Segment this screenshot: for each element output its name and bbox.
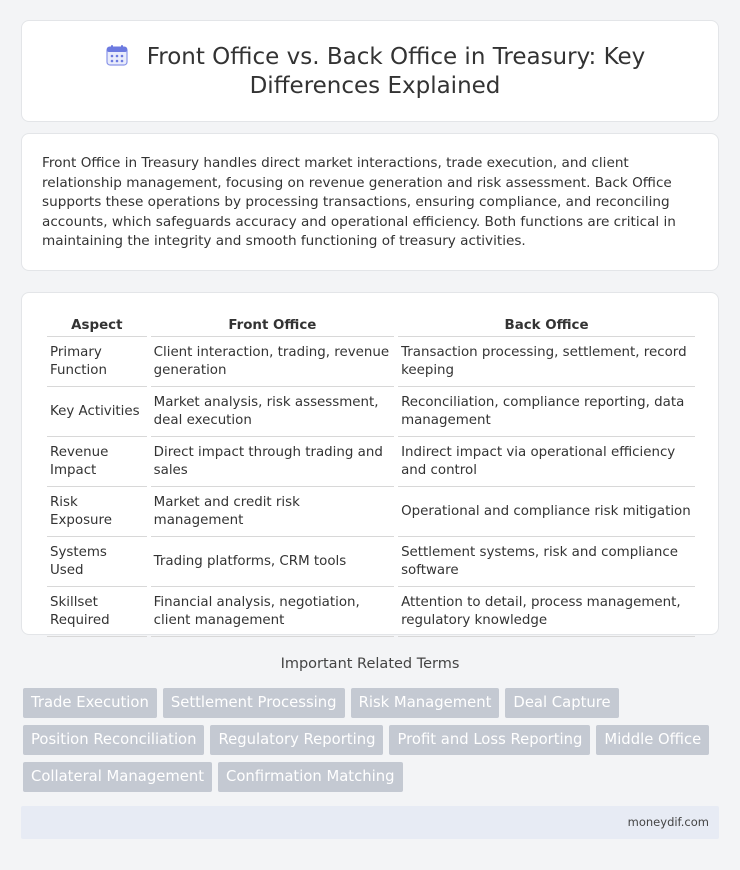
page-title-wrap	[52, 43, 698, 101]
intro-card	[21, 133, 719, 271]
row-aspect: Skillset Required	[47, 587, 147, 637]
intro-paragraph: Front Office in Treasury handles direct market interactions, trade execution, and client relationship management, focusing on revenue generation and risk assessment. Back Office supports these operations by processing transactions, ensuring compliance, and reconciling accounts, which safeguards accuracy and operational efficiency. Both functions are critical in maintaining the integrity and smooth functioning of treasury activities.	[42, 155, 676, 250]
row-front-office: Direct impact through trading and sales	[151, 437, 394, 487]
table-row	[47, 487, 695, 537]
calendar-icon	[105, 43, 129, 67]
row-aspect: Key Activities	[47, 387, 147, 437]
title-card	[21, 20, 719, 122]
row-front-office: Financial analysis, negotiation, client management	[151, 587, 394, 637]
row-aspect: Revenue Impact	[47, 437, 147, 487]
header-aspect: Aspect	[47, 315, 147, 337]
tag-collateral-management[interactable]: Collateral Management	[23, 762, 212, 792]
table-row	[47, 337, 695, 387]
header-front-office: Front Office	[151, 315, 394, 337]
row-front-office: Market analysis, risk assessment, deal execution	[151, 387, 394, 437]
tag-profit-and-loss-reporting[interactable]: Profit and Loss Reporting	[389, 725, 590, 755]
table-row	[47, 537, 695, 587]
row-back-office: Reconciliation, compliance reporting, data management	[398, 387, 695, 437]
tag-deal-capture[interactable]: Deal Capture	[505, 688, 618, 718]
related-terms-title: Important Related Terms	[280, 656, 460, 672]
header-back-office: Back Office	[398, 315, 695, 337]
table-header-row	[47, 315, 695, 337]
row-front-office: Client interaction, trading, revenue generation	[151, 337, 394, 387]
row-front-office: Trading platforms, CRM tools	[151, 537, 394, 587]
page-title: Front Office vs. Back Office in Treasury: Key Differences Explained	[146, 44, 646, 99]
row-back-office: Attention to detail, process management, regulatory knowledge	[398, 587, 695, 637]
row-aspect: Primary Function	[47, 337, 147, 387]
footer	[21, 806, 719, 839]
row-back-office: Transaction processing, settlement, record keeping	[398, 337, 695, 387]
tag-settlement-processing[interactable]: Settlement Processing	[163, 688, 345, 718]
tag-position-reconciliation[interactable]: Position Reconciliation	[23, 725, 204, 755]
tag-confirmation-matching[interactable]: Confirmation Matching	[218, 762, 402, 792]
table-row	[47, 587, 695, 637]
tag-trade-execution[interactable]: Trade Execution	[23, 688, 157, 718]
tag-regulatory-reporting[interactable]: Regulatory Reporting	[210, 725, 383, 755]
table-row	[47, 387, 695, 437]
footer-brand[interactable]: moneydif.com	[627, 815, 709, 829]
row-aspect: Systems Used	[47, 537, 147, 587]
comparison-card	[21, 292, 719, 635]
tag-middle-office[interactable]: Middle Office	[596, 725, 709, 755]
related-terms-tags	[23, 688, 713, 792]
table-row	[47, 437, 695, 487]
row-front-office: Market and credit risk management	[151, 487, 394, 537]
tag-risk-management[interactable]: Risk Management	[351, 688, 500, 718]
comparison-table	[43, 315, 699, 637]
row-back-office: Settlement systems, risk and compliance software	[398, 537, 695, 587]
row-aspect: Risk Exposure	[47, 487, 147, 537]
row-back-office: Operational and compliance risk mitigation	[398, 487, 695, 537]
row-back-office: Indirect impact via operational efficiency and control	[398, 437, 695, 487]
